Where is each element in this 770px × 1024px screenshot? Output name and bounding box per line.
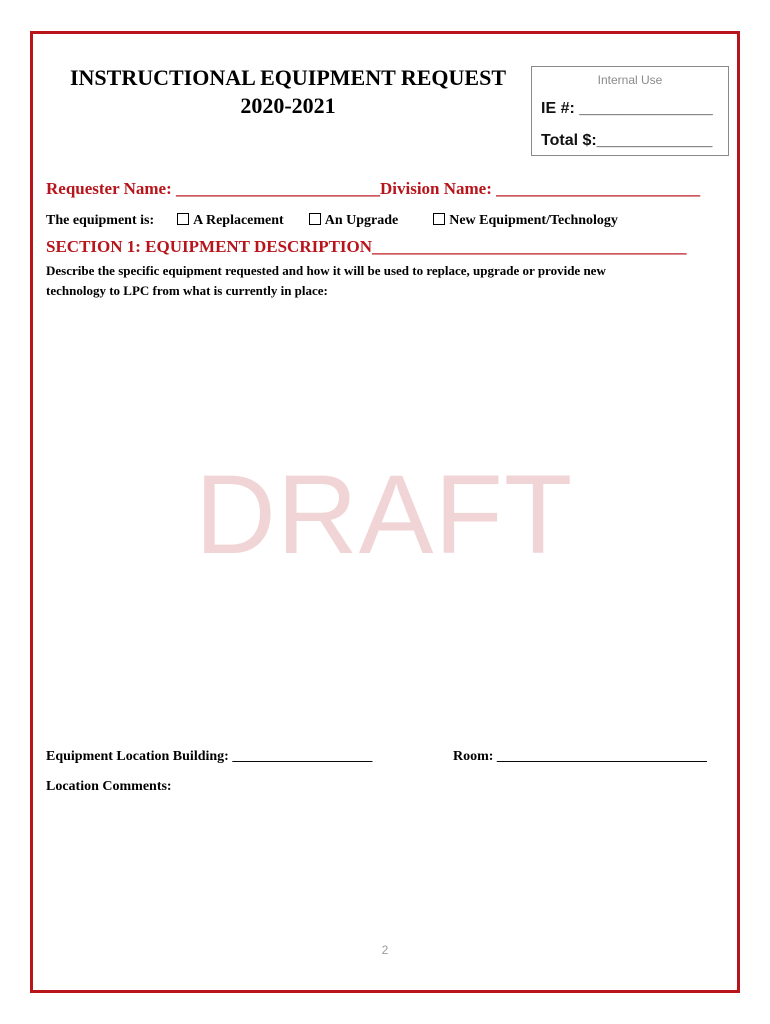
title-line-1: INSTRUCTIONAL EQUIPMENT REQUEST: [69, 65, 507, 90]
section-1-heading: SECTION 1: EQUIPMENT DESCRIPTION_____________________________________: [46, 237, 687, 256]
checkbox-icon[interactable]: [177, 213, 189, 225]
form-title: [48, 64, 528, 120]
instructions-line-2: technology to LPC from what is currently in place:: [46, 283, 328, 298]
equipment-type-label: The equipment is:: [46, 213, 155, 228]
option-replacement-label: A Replacement: [193, 213, 284, 228]
option-new-equipment[interactable]: [433, 213, 618, 228]
instructions-line-1: Describe the specific equipment requested and how it will be used to replace, upgrade or provide new: [46, 263, 606, 278]
option-upgrade[interactable]: [309, 213, 399, 228]
section-1-instructions: [46, 261, 736, 301]
title-line-2: 2020-2021: [240, 93, 336, 118]
room-field[interactable]: Room: ______________________________: [453, 749, 707, 764]
option-new-equipment-label: New Equipment/Technology: [449, 213, 618, 228]
option-upgrade-label: An Upgrade: [324, 213, 399, 228]
option-replacement[interactable]: [177, 213, 284, 228]
page-number: 2: [381, 943, 389, 957]
requester-division-row[interactable]: Requester Name: ________________________Division Name: ________________________: [46, 179, 701, 198]
total-amount-field[interactable]: Total $:_____________: [541, 132, 713, 149]
checkbox-icon[interactable]: [309, 213, 321, 225]
internal-use-box: [531, 66, 729, 156]
equipment-type-row: [46, 213, 618, 229]
internal-use-heading: Internal Use: [597, 73, 663, 87]
location-comments-label: Location Comments:: [46, 779, 172, 794]
ie-number-field[interactable]: IE #: _______________: [541, 100, 713, 117]
draft-watermark: DRAFT: [195, 452, 574, 577]
checkbox-icon[interactable]: [433, 213, 445, 225]
location-building-field[interactable]: Equipment Location Building: ____________________: [46, 749, 373, 764]
